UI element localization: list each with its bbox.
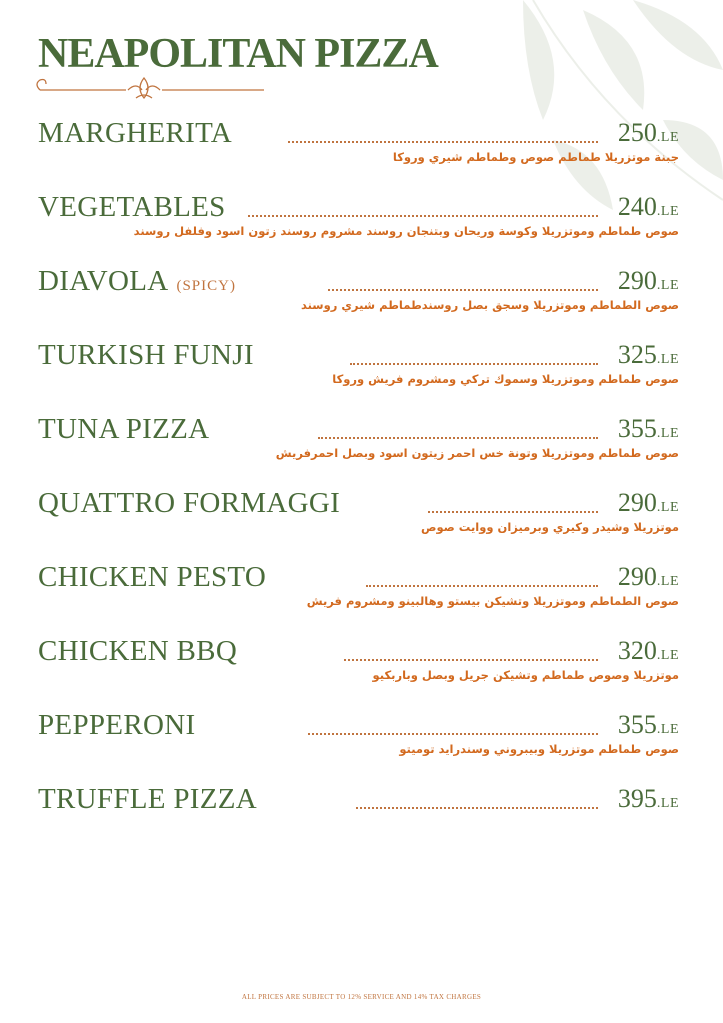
item-description: جبنة موتزريلا طماطم صوص وطماطم شيري وروكا	[392, 150, 679, 164]
item-description: صوص طماطم وموتزريلا وسموك تركي ومشروم فريش وروكا	[332, 372, 679, 386]
price-value: 290	[617, 562, 657, 591]
footer-note: ALL PRICES ARE SUBJECT TO 12% SERVICE AND 14% TAX CHARGES	[241, 993, 482, 1001]
dotted-leader	[344, 639, 598, 661]
price-value: 290	[617, 488, 657, 517]
menu-item	[38, 485, 683, 545]
price-value: 395	[617, 784, 657, 813]
dotted-leader	[366, 565, 598, 587]
price-currency: .LE	[656, 426, 679, 441]
item-description: صوص الطماطم وموتزريلا وتشيكن بيستو وهالبينو ومشروم فريش	[306, 594, 679, 608]
price-value: 290	[617, 266, 657, 295]
item-name	[38, 485, 340, 521]
item-name	[38, 411, 209, 447]
item-name	[38, 781, 257, 817]
menu-item	[38, 559, 683, 619]
item-description: موتزريلا وشيدر وكيري وبرميزان ووايت صوص	[421, 520, 679, 534]
item-name-text: TURKISH FUNJI	[38, 339, 254, 371]
price-currency: .LE	[656, 130, 679, 145]
price-value: 355	[617, 414, 657, 443]
menu-item	[38, 263, 683, 323]
item-name-text: CHICKEN BBQ	[38, 635, 238, 667]
item-name	[38, 115, 232, 151]
item-note: (SPICY)	[176, 278, 236, 294]
item-description: موتزريلا وصوص طماطم وتشيكن جريل وبصل وباربكيو	[372, 668, 679, 682]
item-name	[38, 633, 237, 669]
item-name-text: QUATTRO FORMAGGI	[38, 487, 341, 519]
item-name-text: CHICKEN PESTO	[38, 561, 267, 593]
dotted-leader	[428, 491, 598, 513]
item-name-text: DIAVOLA	[38, 265, 169, 297]
menu-item	[38, 337, 683, 397]
item-name	[38, 707, 195, 743]
item-name-text: PEPPERONI	[38, 709, 196, 741]
item-name	[38, 189, 226, 225]
ornament-divider-icon	[32, 74, 272, 102]
price-currency: .LE	[656, 648, 679, 663]
dotted-leader	[350, 343, 598, 365]
menu-item	[38, 115, 683, 175]
item-name	[38, 337, 254, 373]
price-currency: .LE	[656, 722, 679, 737]
price-currency: .LE	[656, 500, 679, 515]
dotted-leader	[308, 713, 598, 735]
price-currency: .LE	[656, 574, 679, 589]
dotted-leader	[248, 195, 598, 217]
item-description: صوص الطماطم وموتزريلا وسجق بصل روسندطماطم شيري روسند	[300, 298, 679, 312]
item-name-text: TRUFFLE PIZZA	[38, 783, 257, 815]
menu-item	[38, 189, 683, 249]
menu-item	[38, 781, 683, 841]
price-value: 325	[617, 340, 657, 369]
price-currency: .LE	[656, 204, 679, 219]
dotted-leader	[356, 787, 598, 809]
price-currency: .LE	[656, 278, 679, 293]
item-name-text: TUNA PIZZA	[38, 413, 210, 445]
menu-item	[38, 707, 683, 767]
item-description: صوص طماطم موتزريلا وبيبروني وسندرايد توميتو	[399, 742, 679, 756]
item-name	[38, 559, 266, 595]
price-value: 320	[617, 636, 657, 665]
page-title: NEAPOLITAN PIZZA	[38, 31, 438, 77]
dotted-leader	[328, 269, 598, 291]
item-description: صوص طماطم وموتزريلا وتونة خس احمر زيتون اسود وبصل احمرفريش	[275, 446, 679, 460]
menu-item	[38, 411, 683, 471]
menu-item	[38, 633, 683, 693]
item-description: صوص طماطم وموتزريلا وكوسة وريحان وبتنجان روسند مشروم روسند زتون اسود وفلفل روسند	[133, 224, 679, 238]
price-value: 355	[617, 710, 657, 739]
dotted-leader	[288, 121, 598, 143]
item-name-text: MARGHERITA	[38, 117, 233, 149]
dotted-leader	[318, 417, 598, 439]
item-name	[38, 263, 236, 304]
price-value: 250	[617, 118, 657, 147]
price-currency: .LE	[656, 352, 679, 367]
price-value: 240	[617, 192, 657, 221]
item-price	[618, 781, 679, 822]
item-name-text: VEGETABLES	[38, 191, 226, 223]
price-currency: .LE	[656, 796, 679, 811]
